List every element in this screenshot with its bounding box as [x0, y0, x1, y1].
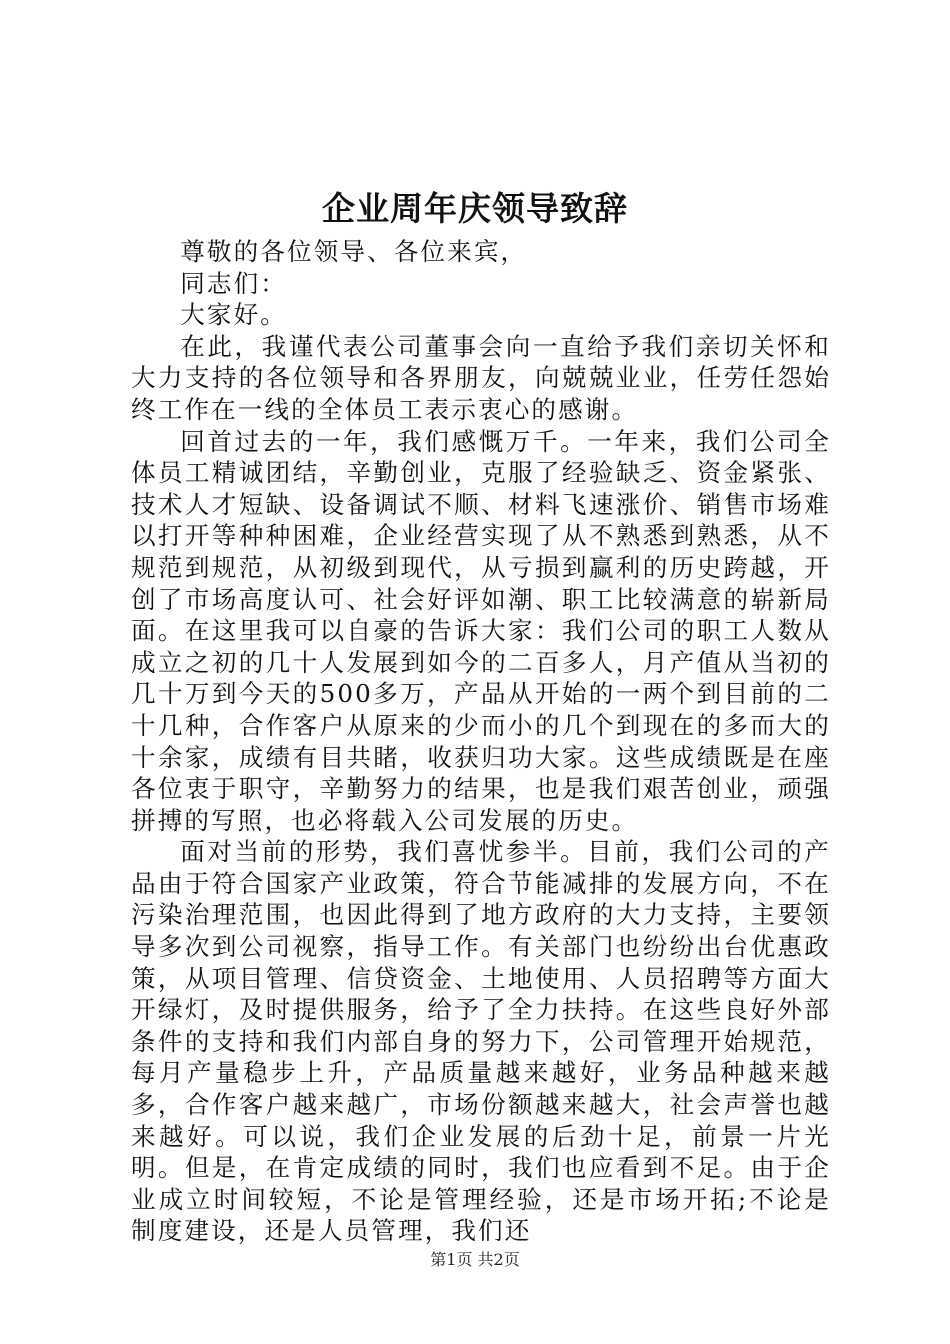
document-title: 企业周年庆领导致辞 — [322, 189, 628, 228]
salutation-line: 尊敬的各位领导、各位来宾， — [180, 237, 528, 266]
document-body — [131, 236, 831, 1247]
page-number-footer: 第1页 共2页 — [430, 1250, 520, 1269]
body-paragraph: 在此，我谨代表公司董事会向一直给予我们亲切关怀和大力支持的各位领导和各界朋友，向兢兢业业，任劳任怨始终工作在一线的全体员工表示衷心的感谢。 — [131, 331, 831, 424]
salutation-line: 同志们： — [180, 268, 287, 298]
body-paragraph: 回首过去的一年，我们感慨万千。一年来，我们公司全体员工精诚团结，辛勤创业，克服了经验缺乏、资金紧张、技术人才短缺、设备调试不顺、材料飞速涨价、销售市场难以打开等种种困难，企业经营实现了从不熟悉到熟悉，从不规范到规范，从初级到现代，从亏损到赢利的历史跨越，开创了市场高度认可、社会好评如潮、职工比较满意的崭新局面。在这里我可以自豪的告诉大家：我们公司的职工人数从成立之初的几十人发展到如今的二百多人，月产值从当初的几十万到今天的500多万，产品从开始的一两个到目前的二十几种，合作客户从原来的少而小的几个到现在的多而大的十余家，成绩有目共睹，收获归功大家。这些成绩既是在座各位衷于职守，辛勤努力的结果，也是我们艰苦创业，顽强拼搏的写照，也必将载入公司发展的历史。 — [131, 426, 831, 835]
body-paragraph: 面对当前的形势，我们喜忧参半。目前，我们公司的产品由于符合国家产业政策，符合节能减排的发展方向，不在污染治理范围，也因此得到了地方政府的大力支持，主要领导多次到公司视察，指导工作。有关部门也纷纷出台优惠政策，从项目管理、信贷资金、土地使用、人员招聘等方面大开绿灯，及时提供服务，给予了全力扶持。在这些良好外部条件的支持和我们内部自身的努力下，公司管理开始规范，每月产量稳步上升，产品质量越来越好，业务品种越来越多，合作客户越来越广，市场份额越来越大，社会声誉也越来越好。可以说，我们企业发展的后劲十足，前景一片光明。但是，在肯定成绩的同时，我们也应看到不足。由于企业成立时间较短，不论是管理经验，还是市场开拓;不论是制度建设，还是人员管理，我们还 — [131, 837, 831, 1246]
greeting-line: 大家好。 — [180, 300, 287, 330]
